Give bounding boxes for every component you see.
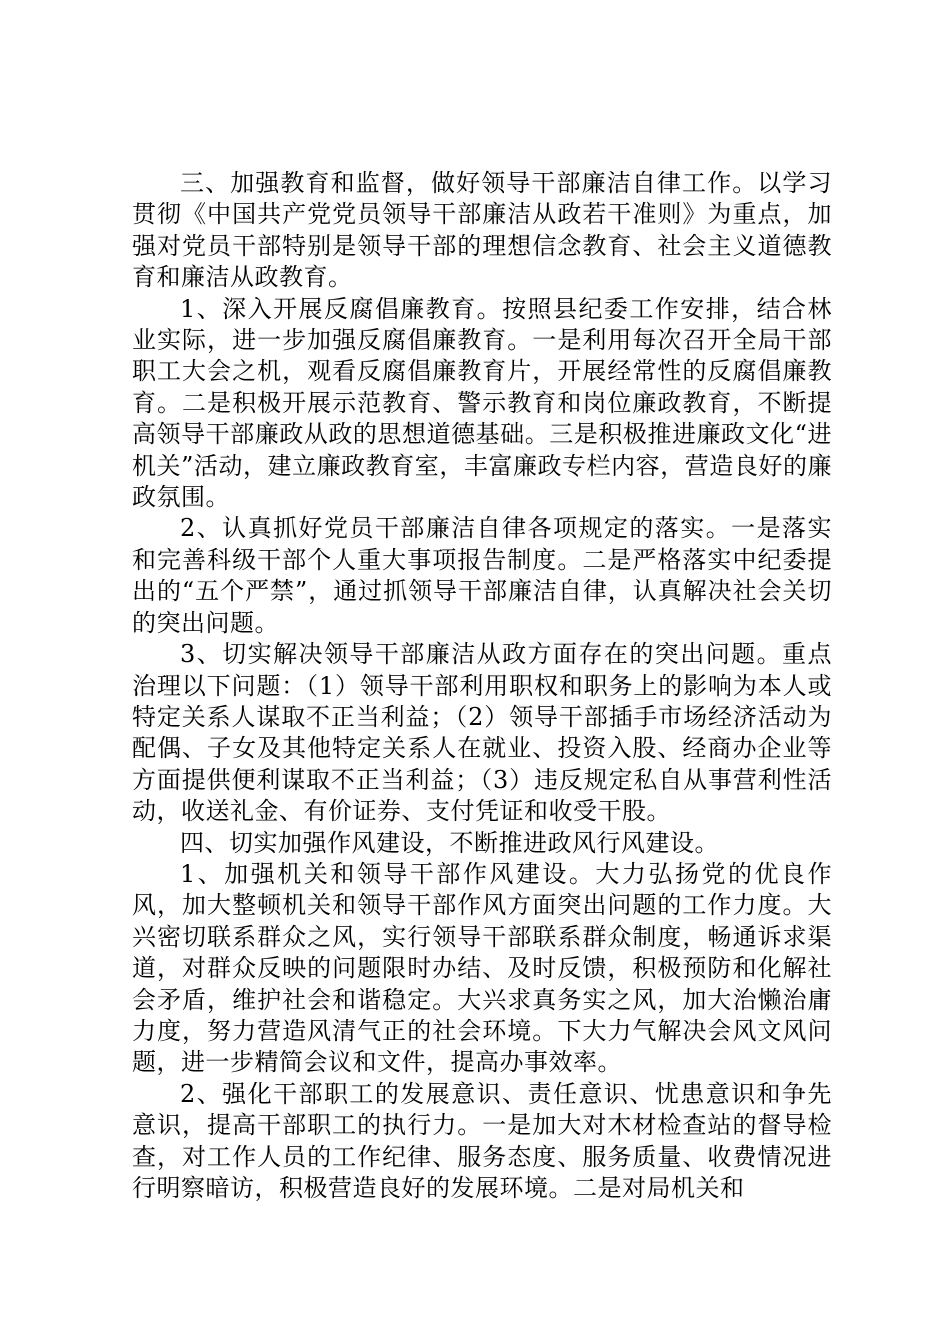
paragraph-item-1-work-style: 1、加强机关和领导干部作风建设。大力弘扬党的优良作风，加大整顿机关和领导干部作风方面突出问题的工作力度。大兴密切联系群众之风，实行领导干部联系群众制度，畅通诉求渠道，对群众反映的问题限时办结、及时反馈，积极预防和化解社会矛盾，维护社会和谐稳定。大兴求真务实之风，加大治懒治庸力度，努力营造风清气正的社会环境。下大力气解决会风文风问题，进一步精简会议和文件，提高办事效率。	[132, 859, 832, 1077]
paragraph-item-1-anticorruption-education: 1、深入开展反腐倡廉教育。按照县纪委工作安排，结合林业实际，进一步加强反腐倡廉教育。一是利用每次召开全局干部职工大会之机，观看反腐倡廉教育片，开展经常性的反腐倡廉教育。二是积极开展示范教育、警示教育和岗位廉政教育，不断提高领导干部廉政从政的思想道德基础。三是积极推进廉政文化“进机关”活动，建立廉政教育室，丰富廉政专栏内容，营造良好的廉政氛围。	[132, 294, 832, 512]
paragraph-section-three: 三、加强教育和监督，做好领导干部廉洁自律工作。以学习贯彻《中国共产党党员领导干部廉洁从政若干准则》为重点，加强对党员干部特别是领导干部的理想信念教育、社会主义道德教育和廉洁从政教育。	[132, 169, 832, 292]
paragraph-item-3-prominent-problems: 3、切实解决领导干部廉洁从政方面存在的突出问题。重点治理以下问题：（1）领导干部利用职权和职务上的影响为本人或特定关系人谋取不正当利益；（2）领导干部插手市场经济活动为配偶、子女及其他特定关系人在就业、投资入股、经商办企业等方面提供便利谋取不正当利益；（3）违反规定私自从事营利性活动，收送礼金、有价证券、支付凭证和收受干股。	[132, 640, 832, 826]
paragraph-item-2-awareness: 2、强化干部职工的发展意识、责任意识、忧患意识和争先意识，提高干部职工的执行力。一是加大对木材检查站的督导检查，对工作人员的工作纪律、服务态度、服务质量、收费情况进行明察暗访，积极营造良好的发展环境。二是对局机关和	[132, 1079, 832, 1202]
document-body	[132, 168, 832, 1204]
paragraph-item-2-self-discipline-rules: 2、认真抓好党员干部廉洁自律各项规定的落实。一是落实和完善科级干部个人重大事项报告制度。二是严格落实中纪委提出的“五个严禁”，通过抓领导干部廉洁自律，认真解决社会关切的突出问题。	[132, 514, 832, 637]
paragraph-section-four: 四、切实加强作风建设，不断推进政风行风建设。	[180, 828, 719, 857]
